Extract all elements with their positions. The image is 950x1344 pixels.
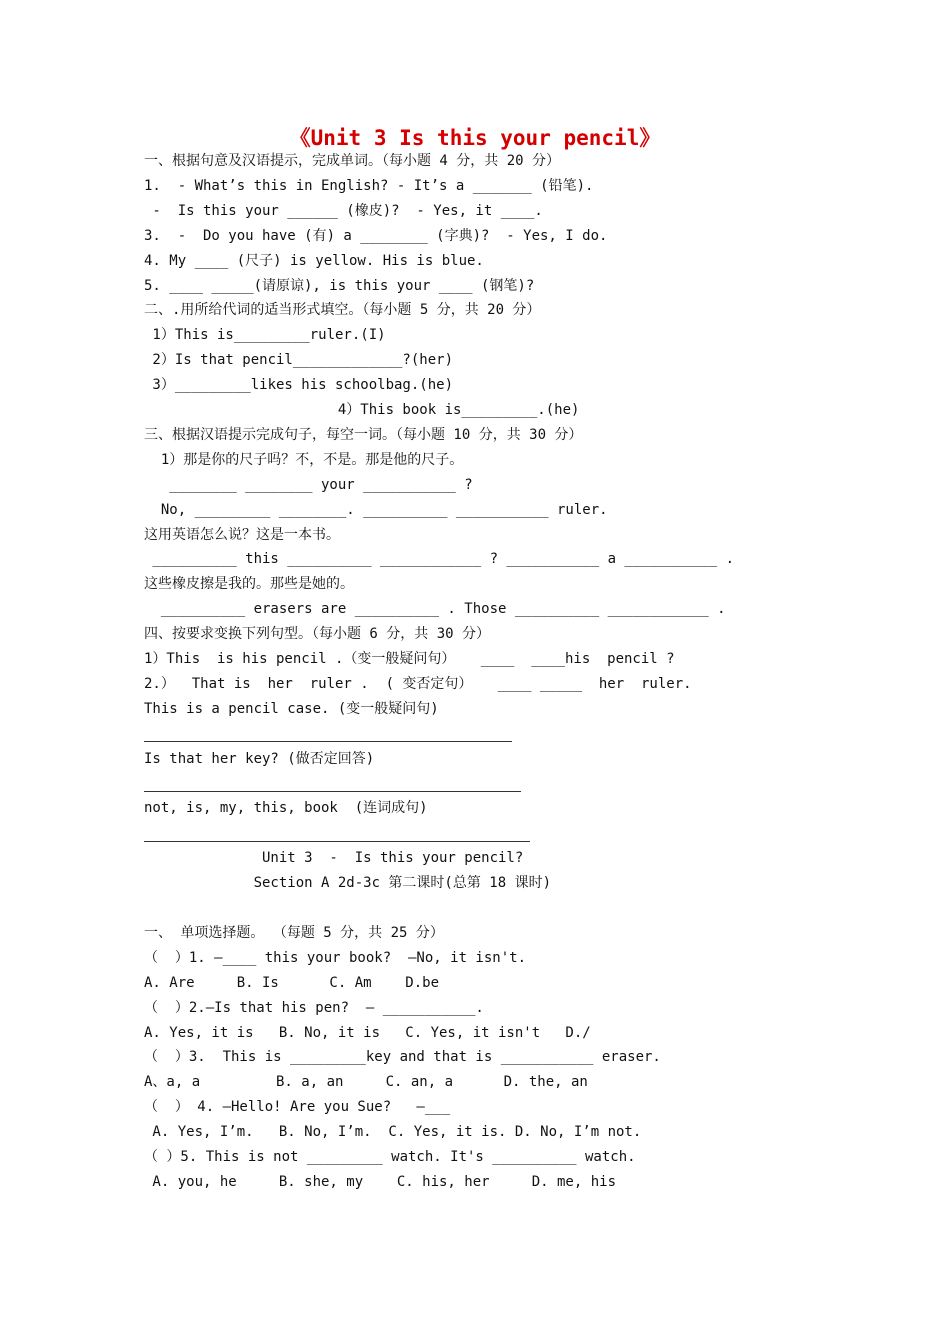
text-line: ________ ________ your ___________ ?: [144, 476, 473, 493]
text-line: This is a pencil case. (变一般疑问句): [144, 700, 439, 717]
text-line: 一、 单项选择题。 （每题 5 分，共 25 分）: [144, 924, 444, 941]
answer-line-2: [144, 791, 521, 792]
text-line: A、a, a B. a, an C. an, a D. the, an: [144, 1074, 588, 1091]
text-line: No, _________ ________. __________ ___________ ruler.: [144, 501, 608, 518]
text-line: Is that her key? (做否定回答): [144, 750, 375, 767]
text-line: A. you, he B. she, my C. his, her D. me, his: [144, 1173, 617, 1190]
text-line: __________ erasers are __________ . Those __________ ____________ .: [144, 601, 726, 618]
text-line: 1）那是你的尺子吗？不，不是。那是他的尺子。: [144, 451, 464, 468]
text-line: __________ this __________ ____________ ? ___________ a ___________ .: [144, 551, 735, 568]
text-line: 1）This is his pencil .（变一般疑问句） ____ ____his pencil ?: [144, 651, 675, 667]
text-line: 5. ____ _____(请原谅), is this your ____ (钢笔)?: [144, 277, 535, 294]
text-line: 1）This is_________ruler.(I): [144, 327, 386, 344]
text-line: A. Are B. Is C. Am D.be: [144, 974, 440, 991]
text-line: 3. - Do you have (有) a ________ (字典)? - Yes, I do.: [144, 227, 608, 244]
text-line: 二、.用所给代词的适当形式填空。（每小题 5 分，共 20 分）: [144, 302, 541, 319]
text-line: （ ）5. This is not _________ watch. It's __________ watch.: [144, 1149, 636, 1165]
text-line: 四、按要求变换下列句型。（每小题 6 分，共 30 分）: [144, 626, 490, 643]
text-line: 2.） That is her ruler . ( 变否定句） ____ _____ her ruler.: [144, 675, 692, 692]
text-line: （ ） 4. —Hello! Are you Sue? —___: [144, 1099, 451, 1116]
answer-line-1: [144, 741, 512, 742]
text-line: 4. My ____ (尺子) is yellow. His is blue.: [144, 252, 484, 269]
text-line: 3）_________likes his schoolbag.(he): [144, 377, 454, 394]
document-title: 《Unit 3 Is this your pencil》: [289, 126, 661, 150]
text-line: 1. - What’s this in English? - It’s a _______ (铅笔).: [144, 177, 594, 194]
text-line: A. Yes, it is B. No, it is C. Yes, it isn't D./: [144, 1024, 591, 1041]
text-line: - Is this your ______ (橡皮)? - Yes, it ____.: [144, 202, 543, 219]
text-line: 2）Is that pencil_____________?(her): [144, 352, 454, 369]
text-line: 三、根据汉语提示完成句子，每空一词。（每小题 10 分，共 30 分）: [144, 426, 583, 443]
text-line: Section A 2d-3c 第二课时(总第 18 课时): [144, 875, 552, 892]
text-line: 4）This book is_________.(he): [144, 402, 580, 418]
text-line: 这些橡皮擦是我的。那些是她的。: [144, 576, 354, 593]
text-line: （ ）1. —____ this your book? —No, it isn't.: [144, 949, 527, 966]
text-line: A. Yes, I’m. B. No, I’m. C. Yes, it is. D. No, I’m not.: [144, 1124, 642, 1141]
text-line: Unit 3 - Is this your pencil?: [144, 850, 524, 867]
answer-line-3: [144, 841, 530, 842]
text-line: 这用英语怎么说？这是一本书。: [144, 526, 340, 543]
text-line: 一、根据句意及汉语提示，完成单词。（每小题 4 分，共 20 分）: [144, 153, 560, 169]
text-line: not, is, my, this, book (连词成句): [144, 800, 428, 817]
text-line: （ ）3. This is _________key and that is ___________ eraser.: [144, 1049, 661, 1066]
text-line: （ ）2.—Is that his pen? — ___________.: [144, 999, 484, 1016]
